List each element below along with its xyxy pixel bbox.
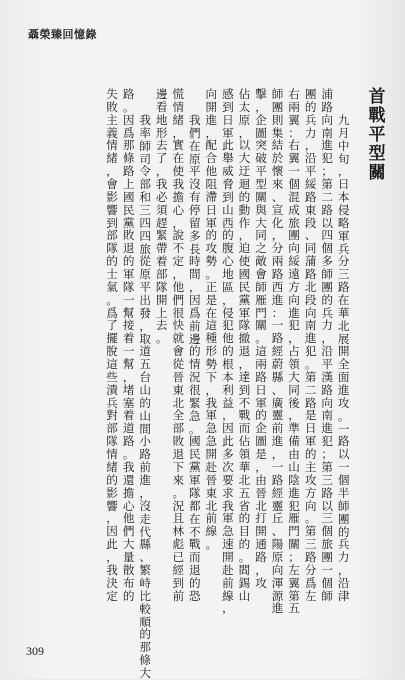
text-column: 慌情緒，實在使我擔心，說不定，他們很快就會從晉東北全部敗退下來。況且林彪已經到前 bbox=[172, 87, 185, 603]
text-column: 失敗主義情緒，會影響到部隊的士氣。爲了擺脫這些潰兵對部隊情緒的影響，因此，我決定 bbox=[106, 87, 118, 603]
text-column: 我率師司令部和三四四旅從原平出發，取道五台山的山間小路前進，沒走代縣、繁峙比較順的那條大 bbox=[139, 113, 151, 680]
page-number: 309 bbox=[26, 644, 44, 658]
text-column: 路。因爲那條路上國民黨敗退的軍隊一幫接着一幫，堵塞着道路。我還擔心他們大量散布的 bbox=[122, 87, 135, 603]
text-column: 我們在原平沒有停留多長時間，因爲前邊的情況很緊急。國民黨軍隊都在不戰而退的恐 bbox=[189, 113, 201, 603]
text-column: 九月中旬，日本侵略軍兵分三路在華北展開全面進攻。一路以一個半師團的兵力，沿津 bbox=[337, 113, 350, 603]
text-column: 浦路向南進犯；第二路以四個多師團的兵力，沿平漢路向南進犯；第三路以三個旅團一個師 bbox=[321, 87, 333, 603]
text-column: 感到日軍此舉威脅到山西的腹心地區，侵犯他的根本利益，因此多次要求我軍急速開赴前線， bbox=[222, 87, 234, 616]
text-column: 擊，企圖突破平型關與大同之敵會師雁門關。這兩路日軍的企圖是，由晉北打開通路，攻 bbox=[255, 87, 267, 590]
text-column: 向開進，配合他阻滯日軍的攻勢。正是在這種形勢下，我軍急急開赴晉東北前線。 bbox=[205, 87, 218, 552]
text-column: 團的兵力，沿平綏路東段、同蒲路北段向南進犯。第二路是日軍的主攻方向。第三路分爲左 bbox=[304, 87, 317, 603]
section-title: 首戰平型關 bbox=[368, 87, 386, 184]
text-column: 師團則集結於懷來、宣化，分兩路西進：一路經蔚縣、廣靈前進，一路經靈丘、陽原向渾源進 bbox=[271, 87, 284, 616]
text-column: 邊看地形去了，我必須趕緊帶着部隊開上去。 bbox=[155, 87, 168, 346]
text-column: 佔太原，以大迂迴的動作，迫使國民黨軍隊撤退，達到不戰而佔領華北五省的目的。閻錫山 bbox=[238, 87, 251, 603]
text-column: 右兩翼：右翼一個混成旅團向綏遠方向進犯，占領大同後，準備由山陰進犯雁門關；左翼第五 bbox=[288, 87, 300, 616]
running-header-book-title: 聶榮臻回憶錄 bbox=[28, 28, 97, 41]
